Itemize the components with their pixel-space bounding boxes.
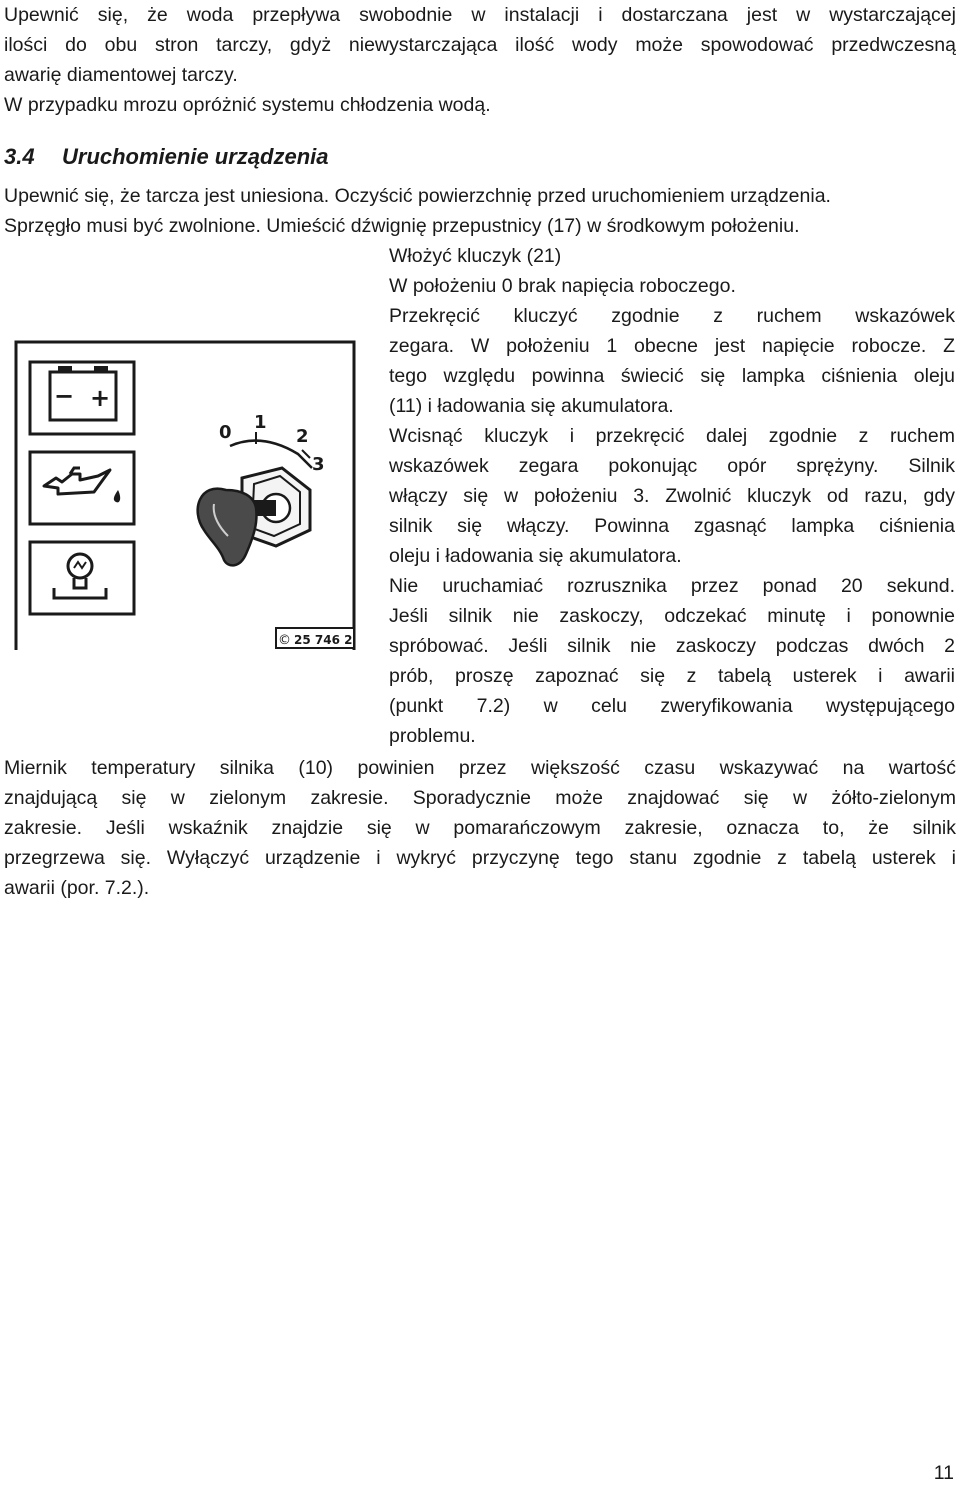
ignition-diagram (14, 340, 358, 652)
bottom-line-1: Miernik temperatury silnika (10) powinien przez większość czasu wskazywać na wartość (4, 757, 956, 779)
rc-line-6: (11) i ładowania się akumulatora. (389, 395, 674, 417)
rc-line-17: problemu. (389, 725, 476, 747)
switch-position-0: 0 (219, 422, 232, 443)
rc-line-5: tego względu powinna świecić się lampka ciśnienia oleju (389, 365, 955, 387)
rc-line-12: Nie uruchamiać rozrusznika przez ponad 20 sekund. (389, 575, 955, 597)
intro-line-2: ilości do obu stron tarczy, gdyż niewystarczająca ilość wody może spowodować przedwczesną (4, 34, 956, 56)
rc-line-8: wskazówek zegara pokonując opór sprężyny. Silnik (389, 455, 955, 477)
switch-position-1: 1 (254, 412, 267, 433)
bottom-line-2: znajdującą się w zielonym zakresie. Sporadycznie może znajdować się w żółto-zielonym (4, 787, 956, 809)
rc-line-1: Włożyć kluczyk (21) (389, 245, 562, 267)
rc-line-16: (punkt 7.2) w celu zweryfikowania występującego (389, 695, 955, 717)
battery-minus-label: − (54, 382, 75, 410)
ignition-key-switch-icon (198, 412, 325, 565)
intro-line-4: W przypadku mrozu opróżnić systemu chłodzenia wodą. (4, 94, 491, 116)
battery-plus-label: + (90, 384, 111, 412)
bottom-line-4: przegrzewa się. Wyłączyć urządzenie i wykryć przyczynę tego stanu zgodnie z tabelą usterek i (4, 847, 956, 869)
section-line-2: Sprzęgło musi być zwolnione. Umieścić dźwignię przepustnicy (17) w środkowym położeniu. (4, 215, 800, 237)
intro-line-3: awarię diamentowej tarczy. (4, 64, 238, 86)
rc-line-13: Jeśli silnik nie zaskoczy, odczekać minutę i ponownie (389, 605, 955, 627)
figure-reference (276, 628, 354, 648)
rc-line-3: Przekręcić kluczyć zgodnie z ruchem wskazówek (389, 305, 955, 327)
rc-line-7: Wcisnąć kluczyk i przekręcić dalej zgodnie z ruchem (389, 425, 955, 447)
switch-position-2: 2 (296, 426, 309, 447)
section-title: Uruchomienie urządzenia (62, 144, 329, 169)
rc-line-15: prób, proszę zapoznać się z tabelą usterek i awarii (389, 665, 955, 687)
oil-pressure-icon (30, 452, 134, 524)
bottom-line-5: awarii (por. 7.2.). (4, 877, 150, 899)
rc-line-4: zegara. W położeniu 1 obecne jest napięcie robocze. Z (389, 335, 955, 357)
bottom-line-3: zakresie. Jeśli wskaźnik znajdzie się w pomarańczowym zakresie, oznacza to, że silnik (4, 817, 956, 839)
rc-line-9: włączy się w położeniu 3. Zwolnić kluczyk od razu, gdy (389, 485, 955, 507)
page-number: 11 (933, 1462, 954, 1484)
intro-line-1: Upewnić się, że woda przepływa swobodnie w instalacji i dostarczana jest w wystarczającej (4, 4, 956, 26)
figure-ref-code: 25 746 2 (294, 633, 353, 647)
switch-position-3: 3 (312, 454, 325, 475)
section-line-1: Upewnić się, że tarcza jest uniesiona. Oczyścić powierzchnię przed uruchomieniem urządzenia. (4, 185, 831, 207)
rc-line-2: W położeniu 0 brak napięcia roboczego. (389, 275, 736, 297)
section-heading (4, 142, 329, 172)
section-number: 3.4 (4, 144, 35, 169)
rc-line-14: spróbować. Jeśli silnik nie zaskoczy podczas dwóch 2 (389, 635, 955, 657)
battery-icon (30, 362, 134, 434)
copyright-symbol: © (278, 633, 291, 648)
ignition-diagram-svg (14, 340, 358, 652)
charging-lamp-icon (30, 542, 134, 614)
rc-line-11: oleju i ładowania się akumulatora. (389, 545, 682, 567)
rc-line-10: silnik się włączy. Powinna zgasnąć lampka ciśnienia (389, 515, 955, 537)
